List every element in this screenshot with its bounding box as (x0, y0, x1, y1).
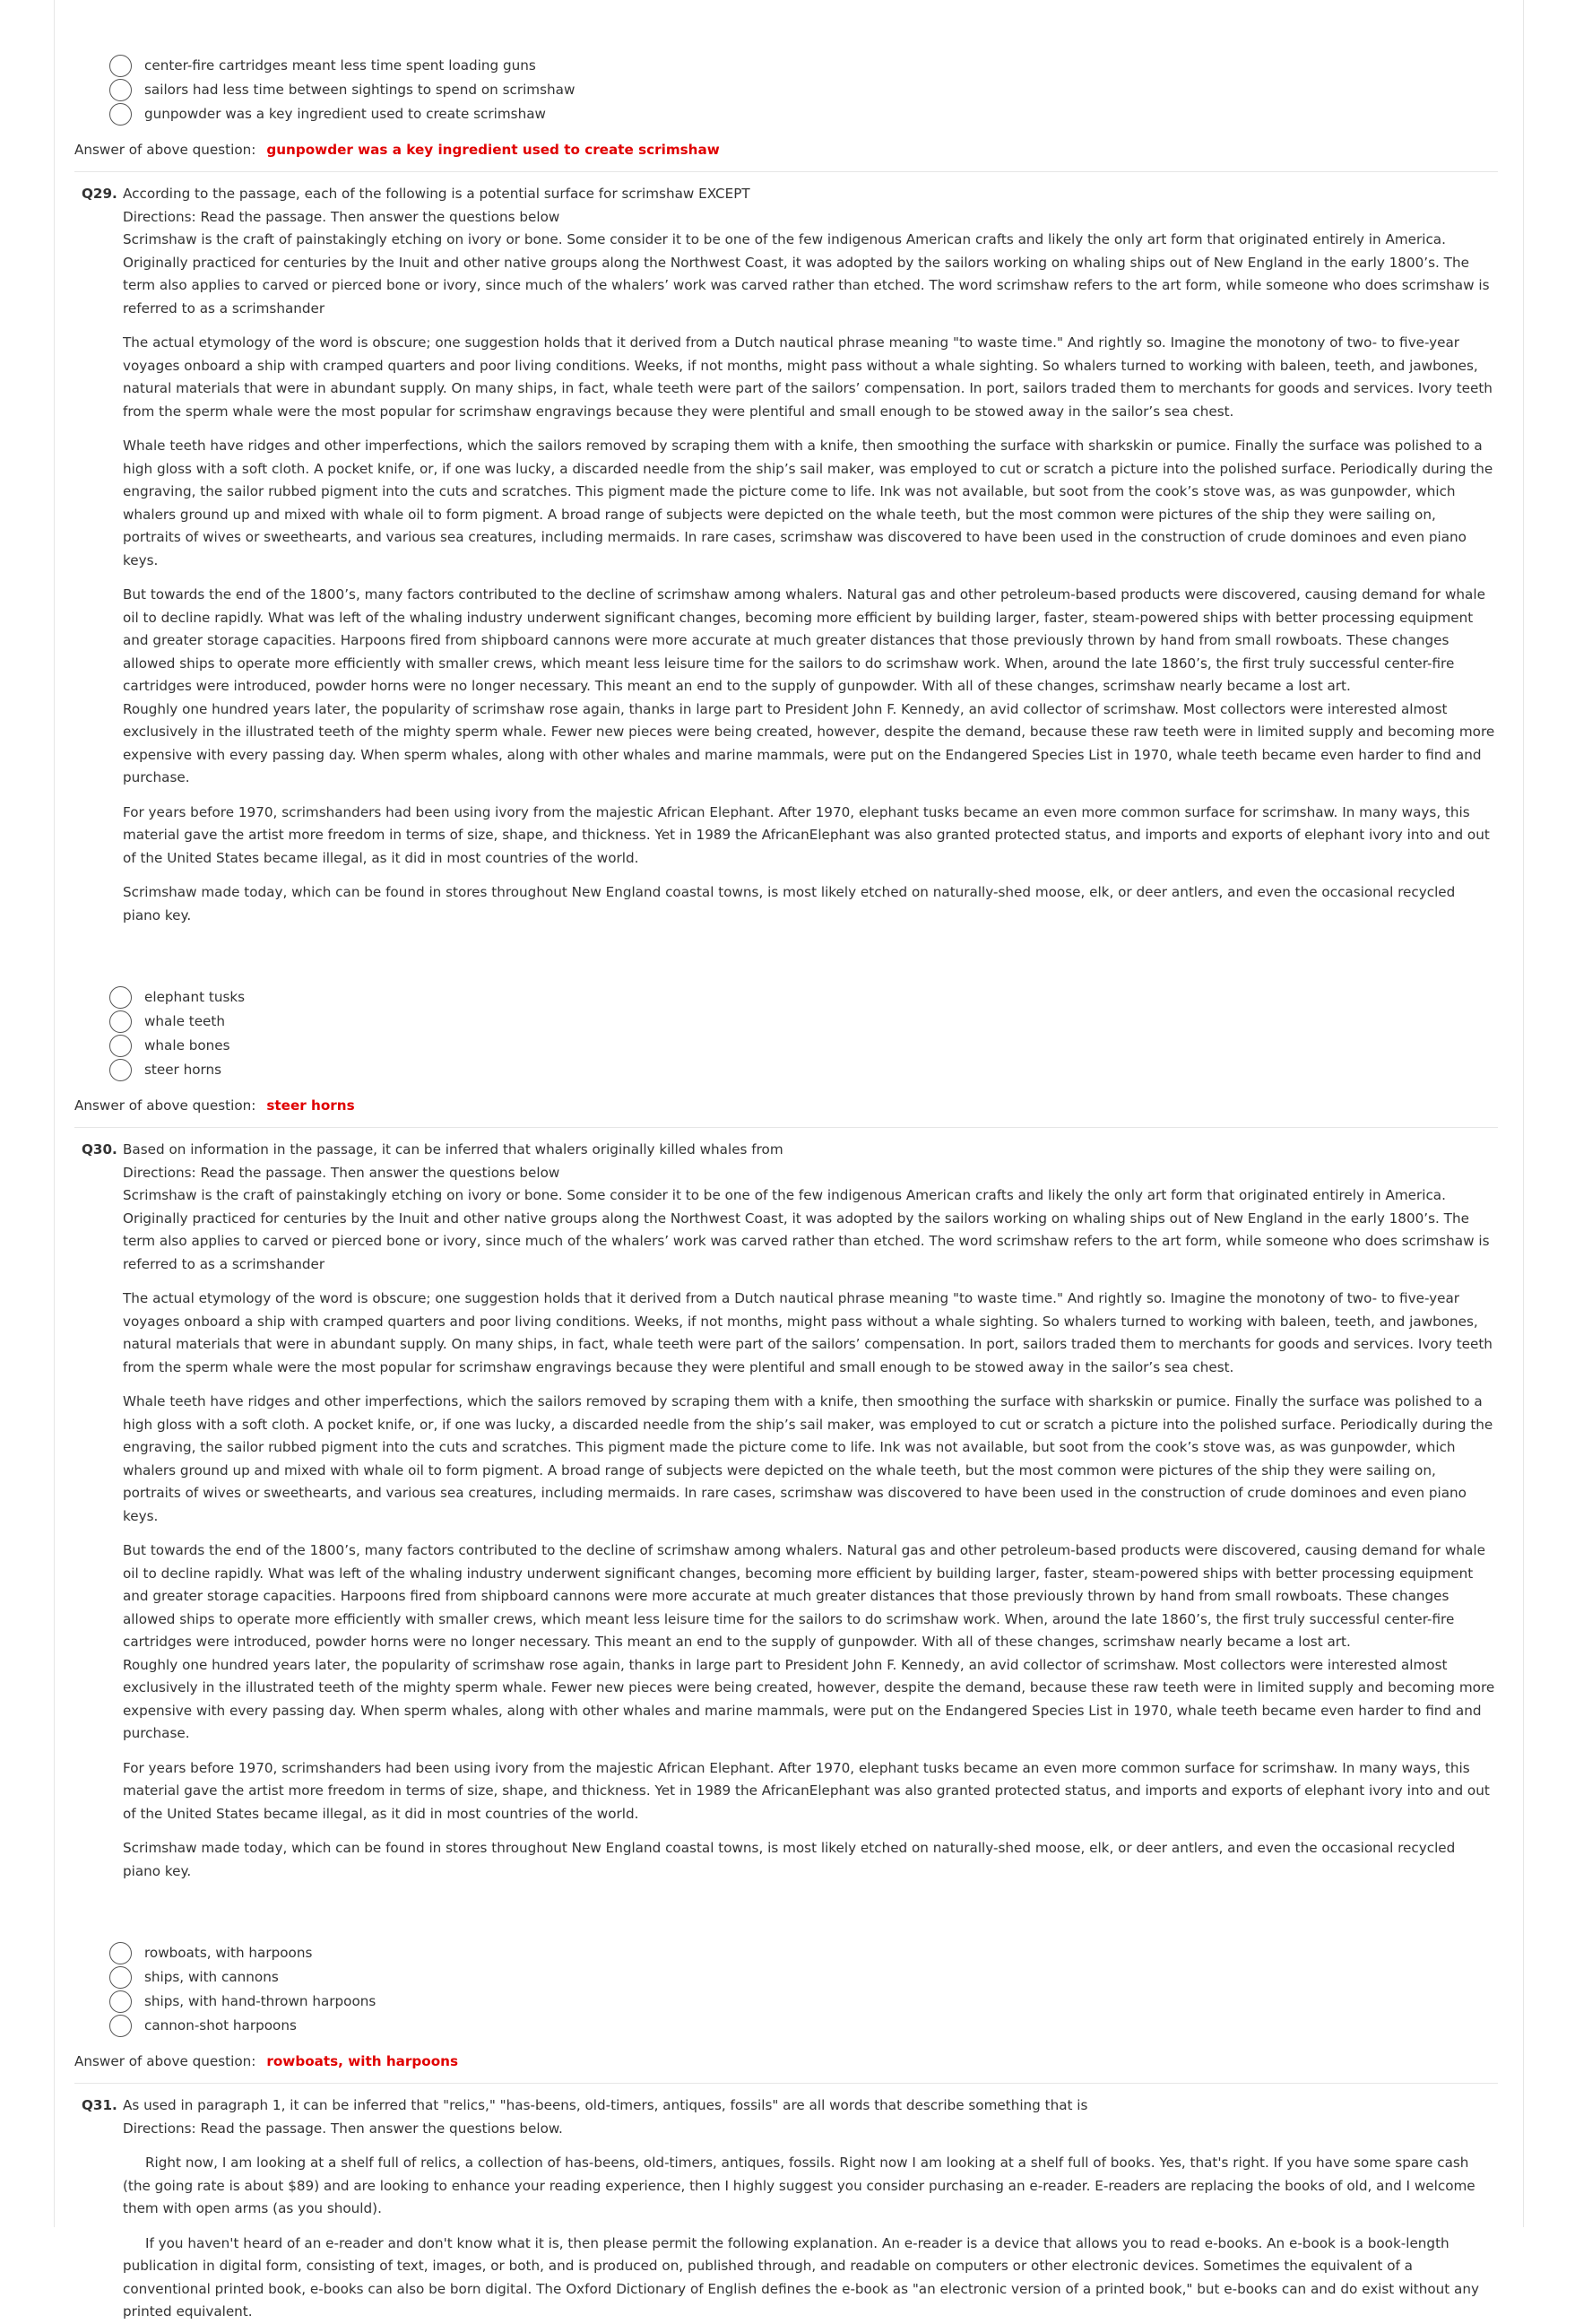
option-row[interactable] (109, 985, 1523, 1010)
q30-options (109, 1941, 1523, 2038)
option-row[interactable] (109, 1965, 1523, 1990)
question-29 (82, 183, 1496, 927)
directions: Directions: Read the passage. Then answer the questions below (123, 208, 560, 225)
option-label: cannon-shot harpoons (144, 2016, 297, 2034)
passage-paragraph: Roughly one hundred years later, the popularity of scrimshaw rose again, thanks in large part to President John F. Kennedy, an avid collector of scrimshaw. Most collectors were interested almost exclusively in the illustrated teeth of the mighty sperm whale. Fewer new pieces were being created, however, despite the demand, because these raw teeth were in limited supply and becoming more expensive with every passing day. When sperm whales, along with other whales and marine mammals, were put on the Endangered Species List in 1970, whale teeth became even harder to find and purchase. (123, 700, 1495, 785)
option-label: center-fire cartridges meant less time spent loading guns (144, 56, 536, 74)
option-label: whale bones (144, 1036, 230, 1054)
q29-options (109, 985, 1523, 1082)
divider (74, 2083, 1498, 2084)
option-label: sailors had less time between sightings to spend on scrimshaw (144, 81, 575, 98)
passage (123, 206, 1496, 928)
passage-paragraph: But towards the end of the 1800’s, many factors contributed to the decline of scrimshaw among whalers. Natural gas and other petroleum-based products were discovered, causing demand for whale oil to decline rapidly. What was left of the whaling industry underwent significant changes, becoming more efficient by building larger, faster, steam-powered ships with better processing equipment and greater storage capacities. Harpoons fired from shipboard cannons were more accurate at much greater distances that those previously thrown by hand from small rowboats. These changes allowed ships to operate more efficiently with smaller crews, which meant less leisure time for the sailors to do scrimshaw work. When, around the late 1860’s, the first truly successful center-fire cartridges were introduced, powder horns were no longer necessary. This meant an end to the supply of gunpowder. With all of these changes, scrimshaw nearly became a lost art. (123, 1542, 1485, 1650)
question-text: Based on information in the passage, it can be inferred that whalers originally killed whales from (123, 1141, 783, 1158)
option-row[interactable] (109, 78, 1523, 102)
passage-paragraph: For years before 1970, scrimshanders had been using ivory from the majestic African Elephant. After 1970, elephant tusks became an even more common surface for scrimshaw. In many ways, this material gave the artist more freedom in terms of size, shape, and thickness. Yet in 1989 the AfricanElephant was also granted protected status, and imports and exports of elephant ivory into and out of the United States became illegal, as it did in most countries of the world. (123, 803, 1490, 866)
radio-button[interactable] (109, 1010, 132, 1033)
radio-button[interactable] (109, 2015, 132, 2037)
option-label: ships, with cannons (144, 1968, 279, 1985)
passage-paragraph: Roughly one hundred years later, the popularity of scrimshaw rose again, thanks in large part to President John F. Kennedy, an avid collector of scrimshaw. Most collectors were interested almost exclusively in the illustrated teeth of the mighty sperm whale. Fewer new pieces were being created, however, despite the demand, because these raw teeth were in limited supply and becoming more expensive with every passing day. When sperm whales, along with other whales and marine mammals, were put on the Endangered Species List in 1970, whale teeth became even harder to find and purchase. (123, 1656, 1495, 1741)
radio-button[interactable] (109, 1035, 132, 1057)
option-label: whale teeth (144, 1012, 225, 1029)
radio-button[interactable] (109, 1059, 132, 1081)
option-row[interactable] (109, 102, 1523, 126)
q30-answer (74, 2051, 1523, 2074)
passage-paragraph: The actual etymology of the word is obscure; one suggestion holds that it derived from a Dutch nautical phrase meaning "to waste time." And rightly so. Imagine the monotony of two- to five-year voyages onboard a ship with cramped quarters and poor living conditions. Weeks, if not months, might pass without a whale sighting. So whalers turned to working with baleen, teeth, and jawbones, natural materials that were in abundant supply. On many ships, in fact, whale teeth were part of the sailors’ compensation. In port, sailors traded them to merchants for goods and services. Ivory teeth from the sperm whale were the most popular for scrimshaw engravings because they were plentiful and small enough to be stowed away in the sailor’s sea chest. (123, 334, 1493, 420)
q28-options (109, 54, 1523, 126)
option-row[interactable] (109, 54, 1523, 78)
question-number: Q29. (82, 186, 117, 202)
passage-paragraph: If you haven't heard of an e-reader and don't know what it is, then please permit the following explanation. An e-reader is a device that allows you to read e-books. An e-book is a book-length publication in digital form, consisting of text, images, or both, and is produced on, published through, and readable on computers or other electronic devices. Sometimes the equivalent of a conventional printed book, e-books can also be born digital. The Oxford Dictionary of English defines the e-book as "an electronic version of a printed book," but e-books can and do exist without any printed equivalent. (123, 2234, 1479, 2320)
option-row[interactable] (109, 1034, 1523, 1058)
passage-paragraph: But towards the end of the 1800’s, many factors contributed to the decline of scrimshaw among whalers. Natural gas and other petroleum-based products were discovered, causing demand for whale oil to decline rapidly. What was left of the whaling industry underwent significant changes, becoming more efficient by building larger, faster, steam-powered ships with better processing equipment and greater storage capacities. Harpoons fired from shipboard cannons were more accurate at much greater distances that those previously thrown by hand from small rowboats. These changes allowed ships to operate more efficiently with smaller crews, which meant less leisure time for the sailors to do scrimshaw work. When, around the late 1860’s, the first truly successful center-fire cartridges were introduced, powder horns were no longer necessary. This meant an end to the supply of gunpowder. With all of these changes, scrimshaw nearly became a lost art. (123, 586, 1485, 694)
passage-paragraph: For years before 1970, scrimshanders had been using ivory from the majestic African Elephant. After 1970, elephant tusks became an even more common surface for scrimshaw. In many ways, this material gave the artist more freedom in terms of size, shape, and thickness. Yet in 1989 the AfricanElephant was also granted protected status, and imports and exports of elephant ivory into and out of the United States became illegal, as it did in most countries of the world. (123, 1759, 1490, 1822)
radio-button[interactable] (109, 1942, 132, 1964)
passage (123, 1162, 1496, 1884)
question-text: As used in paragraph 1, it can be inferred that "relics," "has-beens, old-timers, antiques, fossils" are all words that describe something that is (123, 2097, 1088, 2113)
radio-button[interactable] (109, 55, 132, 77)
radio-button[interactable] (109, 986, 132, 1009)
answer-label: Answer of above question: (74, 2053, 256, 2069)
option-label: rowboats, with harpoons (144, 1944, 313, 1961)
radio-button[interactable] (109, 103, 132, 126)
question-text: According to the passage, each of the following is a potential surface for scrimshaw EXCEPT (123, 186, 750, 202)
question-30 (82, 1139, 1496, 1883)
directions: Directions: Read the passage. Then answer the questions below (123, 1164, 560, 1181)
answer-label: Answer of above question: (74, 142, 256, 158)
passage-paragraph: The actual etymology of the word is obscure; one suggestion holds that it derived from a Dutch nautical phrase meaning "to waste time." And rightly so. Imagine the monotony of two- to five-year voyages onboard a ship with cramped quarters and poor living conditions. Weeks, if not months, might pass without a whale sighting. So whalers turned to working with baleen, teeth, and jawbones, natural materials that were in abundant supply. On many ships, in fact, whale teeth were part of the sailors’ compensation. In port, sailors traded them to merchants for goods and services. Ivory teeth from the sperm whale were the most popular for scrimshaw engravings because they were plentiful and small enough to be stowed away in the sailor’s sea chest. (123, 1290, 1493, 1375)
option-row[interactable] (109, 1058, 1523, 1082)
option-row[interactable] (109, 1941, 1523, 1965)
radio-button[interactable] (109, 79, 132, 101)
option-label: ships, with hand-thrown harpoons (144, 1992, 376, 2009)
divider (74, 171, 1498, 172)
q29-answer (74, 1095, 1523, 1118)
option-label: steer horns (144, 1061, 222, 1078)
q28-answer (74, 139, 1523, 162)
passage-paragraph: Right now, I am looking at a shelf full of relics, a collection of has-beens, old-timers, antiques, fossils. Right now I am looking at a shelf full of books. Yes, that's right. If you have some spare cash (the going rate is about $89) and are looking to enhance your reading experience, then I highly suggest you consider purchasing an e-reader. E-readers are replacing the books of old, and I welcome them with open arms (as you should). (123, 2155, 1475, 2216)
q28-tail (55, 0, 1523, 162)
radio-button[interactable] (109, 1966, 132, 1989)
option-label: gunpowder was a key ingredient used to create scrimshaw (144, 105, 546, 122)
option-label: elephant tusks (144, 988, 246, 1005)
passage-paragraph: Scrimshaw is the craft of painstakingly etching on ivory or bone. Some consider it to be one of the few indigenous American crafts and likely the only art form that originated entirely in America. Originally practiced for centuries by the Inuit and other native groups along the Northwest Coast, it was adopted by the sailors working on whaling ships out of New England in the early 1800’s. The term also applies to carved or pierced bone or ivory, since much of the whalers’ work was carved rather than etched. The word scrimshaw refers to the art form, while someone who does scrimshaw is referred to as a scrimshander (123, 231, 1490, 317)
passage-paragraph: Whale teeth have ridges and other imperfections, which the sailors removed by scraping them with a knife, then smoothing the surface with sharkskin or pumice. Finally the surface was polished to a high gloss with a soft cloth. A pocket knife, or, if one was lucky, a discarded needle from the ship’s sail maker, was employed to cut or scratch a picture into the polished surface. Periodically during the engraving, the sailor rubbed pigment into the cuts and scratches. This pigment made the picture come to life. Ink was not available, but soot from the cook’s stove was, as was gunpowder, which whalers ground up and mixed with whale oil to form pigment. A broad range of subjects were depicted on the whale teeth, but the most common were pictures of the ship they were sailing on, portraits of wives or sweethearts, and various sea creatures, including mermaids. In rare cases, scrimshaw was discovered to have been used in the construction of crude dominoes and even piano keys. (123, 438, 1493, 568)
question-number: Q31. (82, 2097, 117, 2113)
passage (123, 2118, 1496, 2324)
question-number: Q30. (82, 1141, 117, 1158)
page-frame (54, 0, 1524, 2320)
option-row[interactable] (109, 1010, 1523, 1034)
answer-label: Answer of above question: (74, 1097, 256, 1114)
passage-paragraph: Whale teeth have ridges and other imperfections, which the sailors removed by scraping them with a knife, then smoothing the surface with sharkskin or pumice. Finally the surface was polished to a high gloss with a soft cloth. A pocket knife, or, if one was lucky, a discarded needle from the ship’s sail maker, was employed to cut or scratch a picture into the polished surface. Periodically during the engraving, the sailor rubbed pigment into the cuts and scratches. This pigment made the picture come to life. Ink was not available, but soot from the cook’s stove was, as was gunpowder, which whalers ground up and mixed with whale oil to form pigment. A broad range of subjects were depicted on the whale teeth, but the most common were pictures of the ship they were sailing on, portraits of wives or sweethearts, and various sea creatures, including mermaids. In rare cases, scrimshaw was discovered to have been used in the construction of crude dominoes and even piano keys. (123, 1393, 1493, 1524)
option-row[interactable] (109, 2014, 1523, 2038)
answer-value: rowboats, with harpoons (266, 2053, 458, 2069)
radio-button[interactable] (109, 1990, 132, 2013)
answer-value: gunpowder was a key ingredient used to create scrimshaw (266, 142, 720, 158)
option-row[interactable] (109, 1990, 1523, 2014)
question-31 (82, 2094, 1496, 2324)
passage-paragraph: Scrimshaw is the craft of painstakingly etching on ivory or bone. Some consider it to be one of the few indigenous American crafts and likely the only art form that originated entirely in America. Originally practiced for centuries by the Inuit and other native groups along the Northwest Coast, it was adopted by the sailors working on whaling ships out of New England in the early 1800’s. The term also applies to carved or pierced bone or ivory, since much of the whalers’ work was carved rather than etched. The word scrimshaw refers to the art form, while someone who does scrimshaw is referred to as a scrimshander (123, 1187, 1490, 1272)
passage-paragraph: Scrimshaw made today, which can be found in stores throughout New England coastal towns, is most likely etched on naturally-shed moose, elk, or deer antlers, and even the occasional recycled piano key. (123, 884, 1456, 924)
passage-paragraph: Scrimshaw made today, which can be found in stores throughout New England coastal towns, is most likely etched on naturally-shed moose, elk, or deer antlers, and even the occasional recycled piano key. (123, 1840, 1456, 1879)
divider (74, 1127, 1498, 1128)
directions: Directions: Read the passage. Then answer the questions below. (123, 2120, 563, 2137)
answer-value: steer horns (266, 1097, 355, 1114)
